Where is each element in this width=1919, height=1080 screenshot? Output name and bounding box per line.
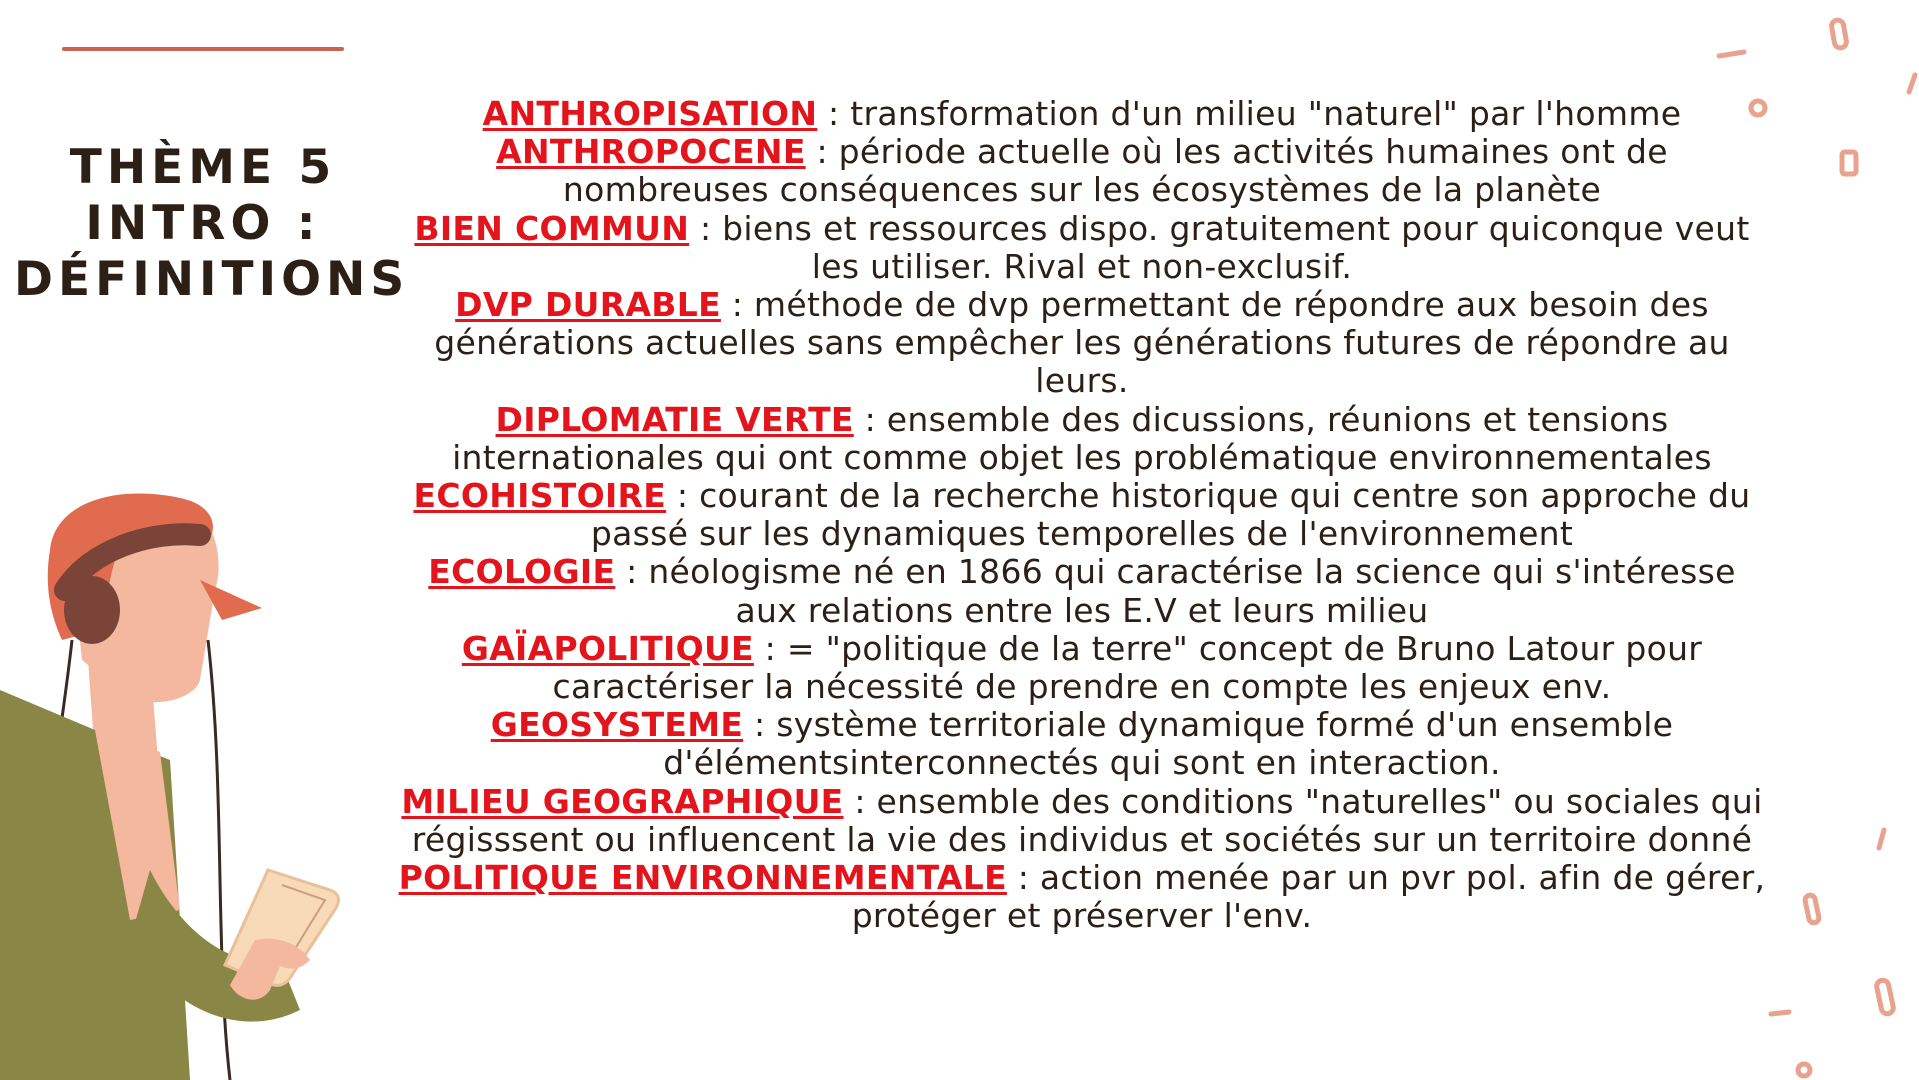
definitions-list xyxy=(396,95,1768,935)
confetti-dash xyxy=(1719,52,1744,56)
definition-term: DVP DURABLE xyxy=(455,285,721,325)
confetti-pill xyxy=(1831,19,1848,49)
confetti-dash xyxy=(1909,75,1915,92)
definition-item xyxy=(396,95,1768,133)
definition-item xyxy=(396,706,1768,782)
definition-term: ECOHISTOIRE xyxy=(413,476,667,516)
definition-text: : action menée par un pvr pol. afin de gérer, protéger et préserver l'env. xyxy=(851,858,1766,936)
definition-item xyxy=(396,401,1768,477)
definition-term: DIPLOMATIE VERTE xyxy=(495,399,854,439)
page-title xyxy=(14,140,410,308)
definition-term: POLITIQUE ENVIRONNEMENTALE xyxy=(398,858,1007,898)
title-line-1: THÈME 5 xyxy=(69,140,337,195)
confetti-dash xyxy=(1771,1012,1789,1014)
definition-item xyxy=(396,210,1768,286)
definition-text: : ensemble des dicussions, réunions et tensions internationales qui ont comme objet les problématique environnementales xyxy=(452,399,1712,477)
confetti-pill xyxy=(1876,979,1895,1015)
confetti-square xyxy=(1842,152,1856,174)
definition-text: : = "politique de la terre" concept de Bruno Latour pour caractériser la nécessité de prendre en compte les enjeux env. xyxy=(552,628,1703,707)
definition-term: GEOSYSTEME xyxy=(490,705,744,745)
definition-term: BIEN COMMUN xyxy=(414,208,690,248)
definition-text: : transformation d'un milieu "naturel" par l'homme xyxy=(817,94,1682,133)
definition-item xyxy=(396,630,1768,706)
definition-text: : courant de la recherche historique qui centre son approche du passé sur les dynamiques temporelles de l'environnement xyxy=(590,476,1751,554)
definition-text: : système territoriale dynamique formé d'un ensemble d'élémentsinterconnectés qui sont en interaction. xyxy=(663,705,1674,783)
confetti-ring xyxy=(1751,101,1765,115)
definition-text: : ensemble des conditions "naturelles" ou sociales qui régisssent ou influencent la vie des individus et sociétés sur un territoire donné xyxy=(411,781,1763,859)
definition-term: ANTHROPISATION xyxy=(482,94,818,133)
definition-item xyxy=(396,783,1768,859)
definition-text: : néologisme né en 1866 qui caractérise la science qui s'intéresse aux relations entre les E.V et leurs milieu xyxy=(615,552,1736,630)
person-listening-headphones-illustration xyxy=(0,490,400,1080)
decorative-confetti-shapes xyxy=(1679,0,1919,1080)
title-line-3: DÉFINITIONS xyxy=(14,252,410,307)
definition-item xyxy=(396,477,1768,553)
definition-item xyxy=(396,286,1768,401)
confetti-pill xyxy=(1804,894,1820,923)
definition-term: ECOLOGIE xyxy=(428,552,616,592)
definition-text: : biens et ressources dispo. gratuitement pour quiconque veut les utiliser. Rival et non-exclusif. xyxy=(689,208,1750,286)
definition-term: ANTHROPOCENE xyxy=(496,132,806,172)
title-line-2: INTRO : xyxy=(85,196,321,251)
definition-text: : période actuelle où les activités humaines ont de nombreuses conséquences sur les écosystèmes de la planète xyxy=(562,132,1668,210)
confetti-ring xyxy=(1798,1064,1810,1076)
definition-term: MILIEU GEOGRAPHIQUE xyxy=(401,781,844,821)
confetti-dash xyxy=(1879,830,1884,848)
definition-item xyxy=(396,133,1768,209)
top-accent-line xyxy=(62,47,344,51)
definition-term: GAÏAPOLITIQUE xyxy=(461,628,754,668)
definition-item xyxy=(396,859,1768,935)
definition-item xyxy=(396,553,1768,629)
definition-text: : méthode de dvp permettant de répondre aux besoin des générations actuelles sans empêcher les générations futures de répondre au leurs. xyxy=(434,285,1730,401)
headphone-cup xyxy=(64,576,120,644)
